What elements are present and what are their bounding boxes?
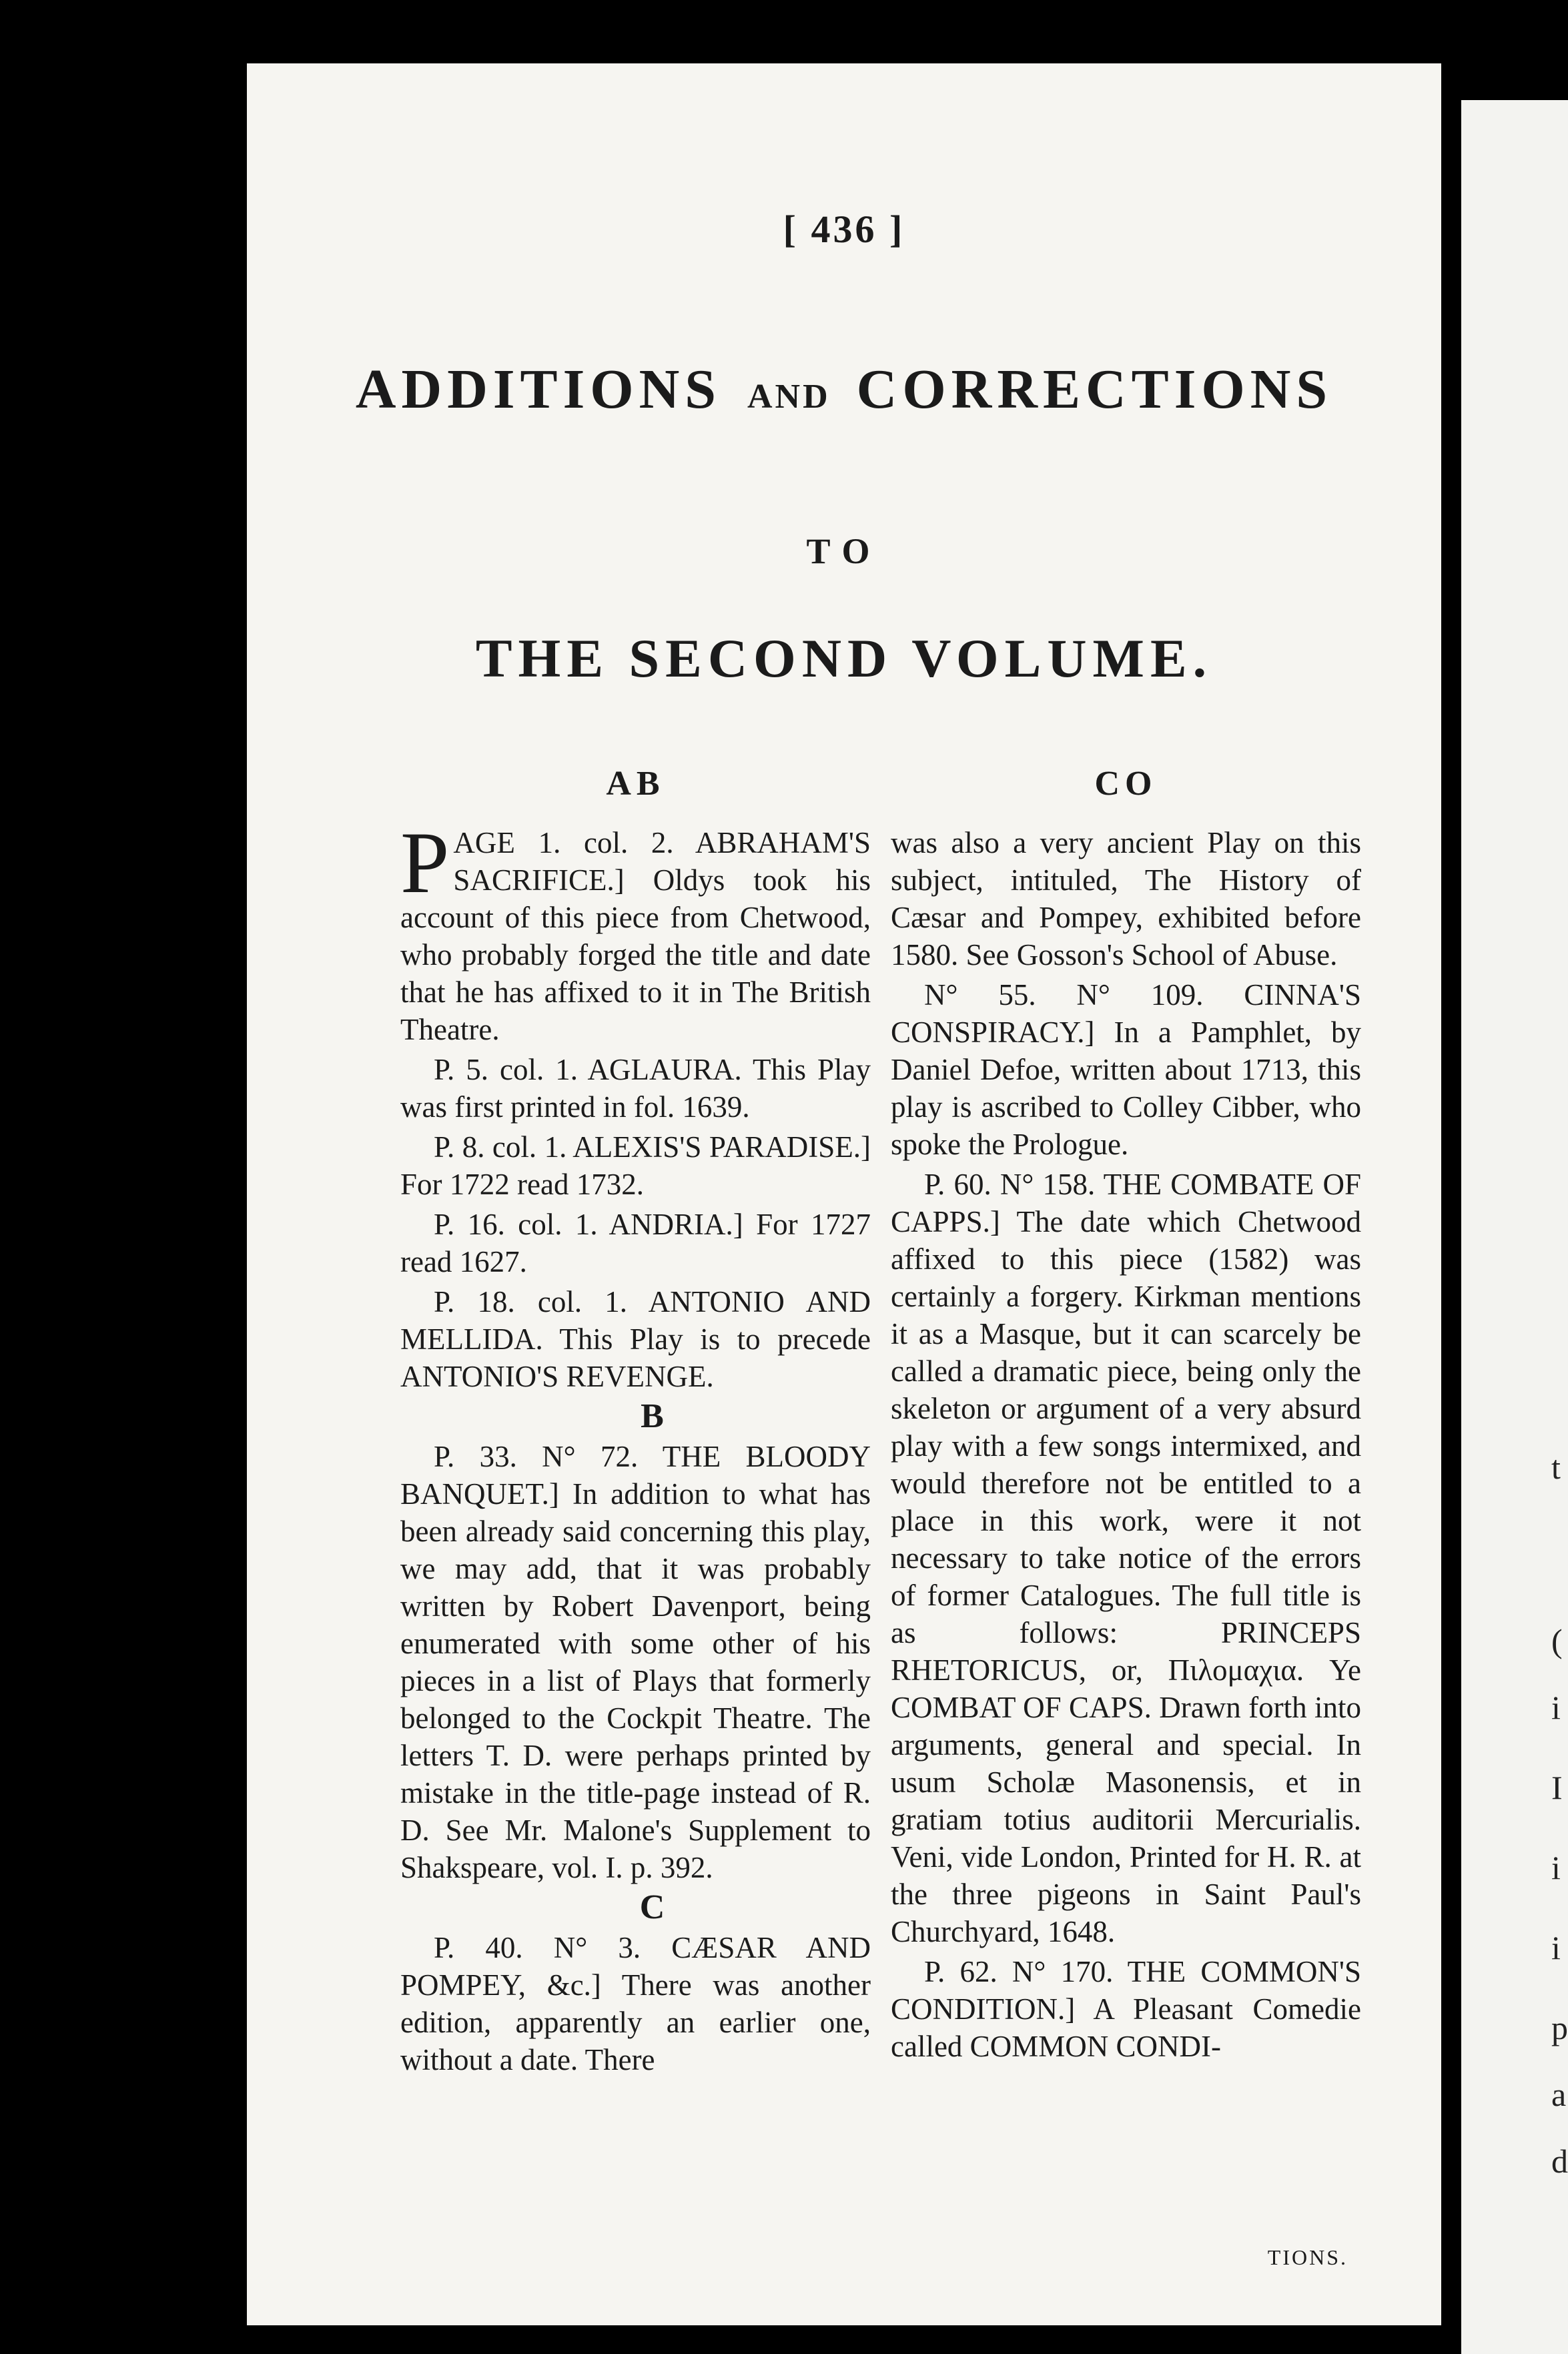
facing-page-fragment: d [1551,2142,1568,2180]
title-part-corrections: CORRECTIONS [856,358,1333,420]
facing-page-fragment: p [1551,2009,1568,2046]
title-part-additions: ADDITIONS [355,358,721,420]
right-column-heading: CO [1094,765,1158,803]
main-title [247,357,1441,422]
facing-page-fragment: I [1551,1769,1563,1806]
entry-paragraph: P. 16. col. 1. ANDRIA.] For 1727 read 1627. [400,1208,871,1278]
title-and: AND [747,378,831,416]
entry-paragraph: P. 62. N° 170. THE COMMON'S CONDITION.] A Pleasant Comedie called COMMON CONDI- [891,1955,1361,2063]
entry-paragraph: N° 55. N° 109. CINNA'S CONSPIRACY.] In a Pamphlet, by Daniel Defoe, written about 1713, this play is ascribed to Colley Cibber, who spoke the Prologue. [891,978,1361,1161]
left-column [400,813,871,2081]
scan-background-left [0,0,247,2354]
title-to: TO [806,531,882,571]
facing-page-fragment: i [1551,1689,1561,1726]
entry-paragraph: was also a very ancient Play on this subject, intituled, The History of Cæsar and Pompey, exhibited before 1580. See Gosson's School of Abuse. [891,826,1361,971]
facing-page-fragment: a [1551,2076,1567,2113]
left-column-heading: AB [606,765,665,803]
entry-paragraph: P. 18. col. 1. ANTONIO AND MELLIDA. This Play is to precede ANTONIO'S REVENGE. [400,1285,871,1393]
entry-paragraph: P. 5. col. 1. AGLAURA. This Play was first printed in fol. 1639. [400,1053,871,1124]
facing-page-fragment: i [1551,1849,1561,1886]
book-page [247,63,1441,2325]
page-number: [ 436 ] [783,208,905,251]
facing-page-fragment: t [1551,1449,1561,1486]
facing-page-fragment: i [1551,1929,1561,1966]
entry-paragraph: P. 60. N° 158. THE COMBATE OF CAPPS.] The date which Chetwood affixed to this piece (1582) was certainly a forgery. Kirkman mentions it as a Masque, but it can scarcely be called a dramatic piece, being only the skeleton or argument of a very absurd play with a few songs intermixed, and would therefore not be entitled to a place in this work, were it not necessary to take notice of the errors of former Catalogues. The full title is as follows: PRINCEPS RHETORICUS, or, Πιλομαχια. Ye COMBAT OF CAPS. Drawn forth into arguments, general and special. In usum Scholæ Masonensis, et in gratiam totius auditorii Mercurialis. Veni, vide London, Printed for H. R. at the three pigeons in Saint Paul's Churchyard, 1648. [891,1168,1361,1948]
right-column [891,824,1361,2068]
catchword: TIONS. [1267,2245,1348,2269]
section-heading-b: B [641,1397,664,1435]
volume-title: THE SECOND VOLUME. [475,628,1213,689]
facing-page-edge [1461,100,1568,2354]
entry-paragraph: P. 40. N° 3. CÆSAR AND POMPEY, &c.] There was another edition, apparently an earlier one, without a date. There [400,1931,871,2076]
section-heading-c: C [639,1888,665,1926]
entry-paragraph [400,813,871,1048]
facing-page-fragment: ( [1551,1622,1563,1659]
drop-cap: P [400,813,450,911]
entry-paragraph: P. 8. col. 1. ALEXIS'S PARADISE.] For 1722 read 1732. [400,1130,871,1201]
entry-paragraph: P. 33. N° 72. THE BLOODY BANQUET.] In addition to what has been already said concerning this play, we may add, that it was probably written by Robert Davenport, being enumerated with some other of his pieces in a list of Plays that formerly belonged to the Cockpit Theatre. The letters T. D. were perhaps printed by mistake in the title-page instead of R. D. See Mr. Malone's Supplement to Shakspeare, vol. I. p. 392. [400,1440,871,1884]
entry-text: AGE 1. col. 2. ABRAHAM'S SACRIFICE.] Oldys took his account of this piece from Chetwood, who probably forged the title and date that he has affixed to it in The British Theatre. [400,826,871,1046]
